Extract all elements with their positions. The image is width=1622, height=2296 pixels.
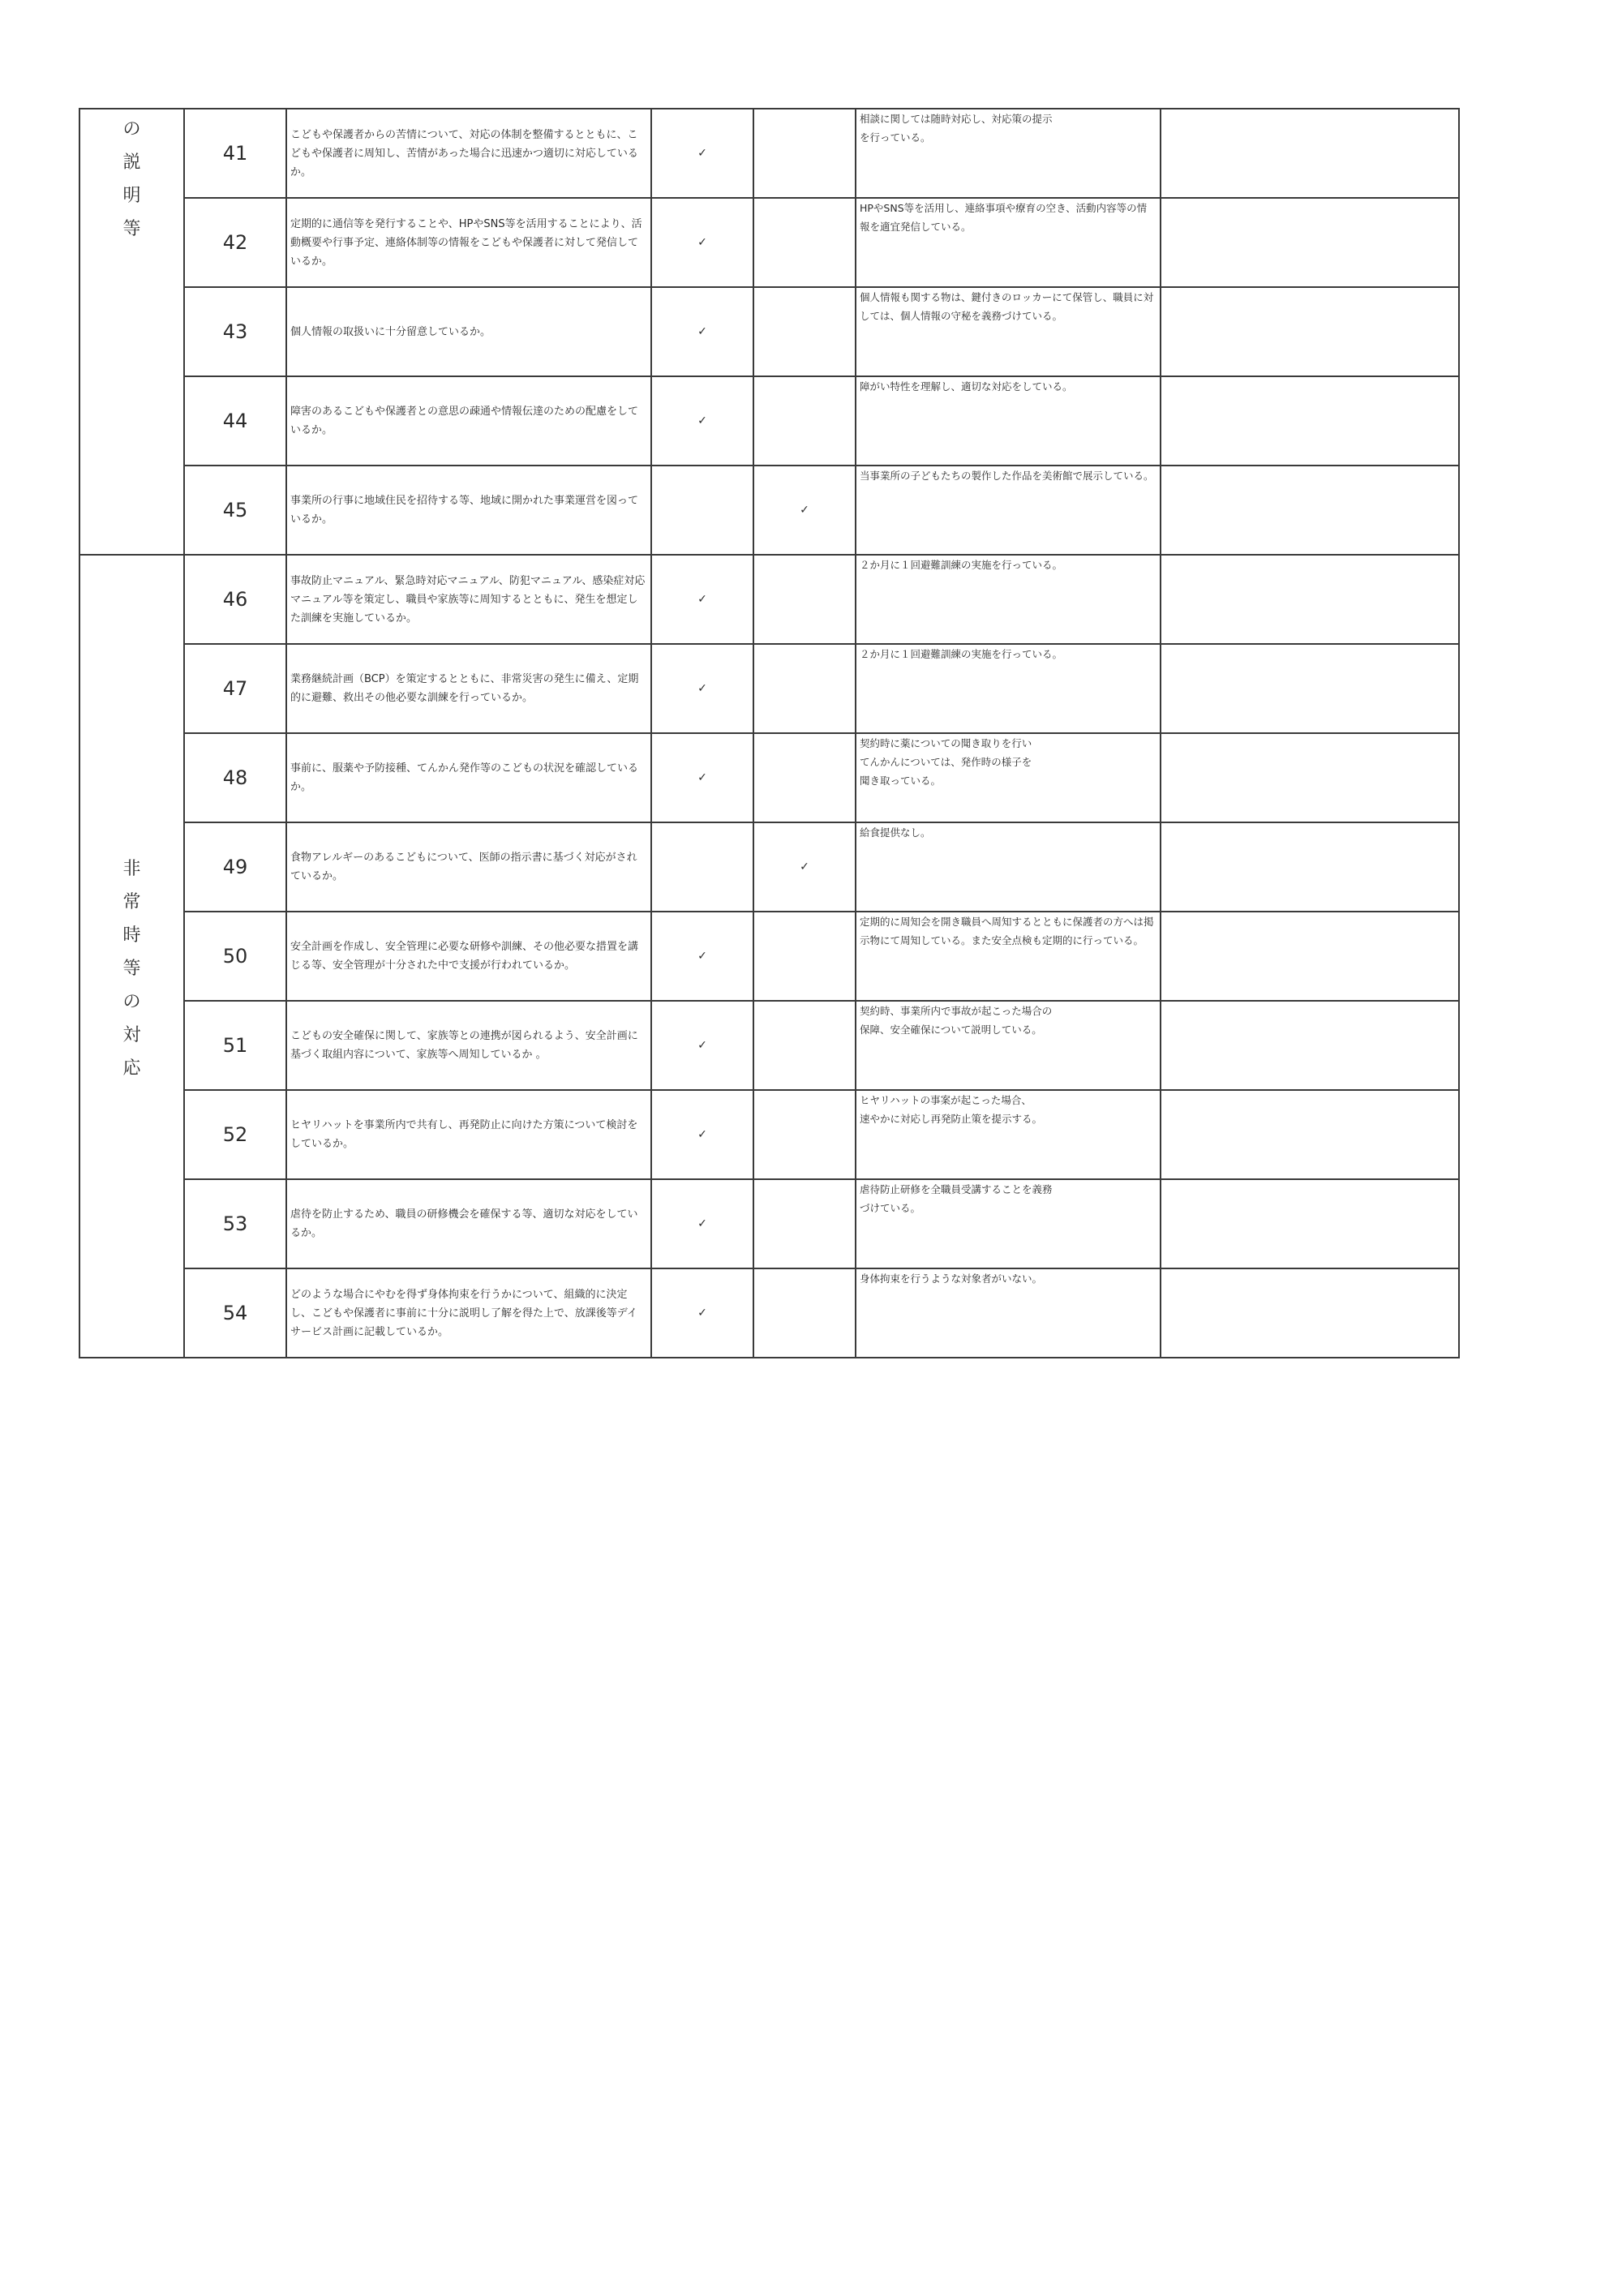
no-check-cell — [753, 644, 856, 733]
yes-check-cell: ✓ — [651, 733, 753, 822]
item-number: 52 — [184, 1090, 286, 1179]
yes-check-cell: ✓ — [651, 1001, 753, 1090]
question-text: 虐待を防止するため、職員の研修機会を確保する等、適切な対応をしているか。 — [286, 1179, 651, 1268]
remark-cell — [1161, 198, 1459, 287]
table-row — [79, 109, 1459, 198]
yes-check-cell: ✓ — [651, 644, 753, 733]
section-label-char: 説 — [122, 152, 141, 173]
status-note: ２か月に１回避難訓練の実施を行っている。 — [856, 555, 1161, 644]
status-note: 契約時、事業所内で事故が起こった場合の 保障、安全確保について説明している。 — [856, 1001, 1161, 1090]
no-check-cell — [753, 1179, 856, 1268]
question-text: 事故防止マニュアル、緊急時対応マニュアル、防犯マニュアル、感染症対応マニュアル等を策定し、職員や家族等に周知するとともに、発生を想定した訓練を実施しているか。 — [286, 555, 651, 644]
yes-check-cell — [651, 822, 753, 912]
yes-check-cell: ✓ — [651, 555, 753, 644]
remark-cell — [1161, 822, 1459, 912]
no-check-cell — [753, 912, 856, 1001]
remark-cell — [1161, 109, 1459, 198]
section-label-char: 対 — [122, 1025, 141, 1045]
table-row — [79, 287, 1459, 376]
table-row — [79, 555, 1459, 644]
item-number: 44 — [184, 376, 286, 466]
section-label-char: 等 — [122, 219, 141, 239]
table-row — [79, 733, 1459, 822]
no-check-cell — [753, 287, 856, 376]
section-label-char: 時 — [122, 925, 141, 946]
question-text: 事業所の行事に地域住民を招待する等、地域に開かれた事業運営を図っているか。 — [286, 466, 651, 555]
item-number: 43 — [184, 287, 286, 376]
no-check-cell — [753, 733, 856, 822]
item-number: 47 — [184, 644, 286, 733]
question-text: 定期的に通信等を発行することや、HPやSNS等を活用することにより、活動概要や行事予定、連絡体制等の情報をこどもや保護者に対して発信しているか。 — [286, 198, 651, 287]
yes-check-cell: ✓ — [651, 109, 753, 198]
remark-cell — [1161, 466, 1459, 555]
yes-check-cell: ✓ — [651, 1268, 753, 1358]
status-note: 個人情報も関する物は、鍵付きのロッカーにて保管し、職員に対しては、個人情報の守秘を義務づけている。 — [856, 287, 1161, 376]
yes-check-cell: ✓ — [651, 287, 753, 376]
table-row — [79, 1268, 1459, 1358]
section-label-char: 等 — [122, 959, 141, 979]
table-row — [79, 822, 1459, 912]
no-check-cell: ✓ — [753, 822, 856, 912]
no-check-cell — [753, 109, 856, 198]
no-check-cell — [753, 1268, 856, 1358]
section-label-char: 常 — [122, 892, 141, 912]
table-row — [79, 376, 1459, 466]
status-note: 障がい特性を理解し、適切な対応をしている。 — [856, 376, 1161, 466]
status-note: 相談に関しては随時対応し、対応策の提示 を行っている。 — [856, 109, 1161, 198]
item-number: 45 — [184, 466, 286, 555]
item-number: 41 — [184, 109, 286, 198]
table-row — [79, 198, 1459, 287]
status-note: 定期的に周知会を開き職員へ周知するとともに保護者の方へは掲示物にて周知している。また安全点検も定期的に行っている。 — [856, 912, 1161, 1001]
status-note: 当事業所の子どもたちの製作した作品を美術館で展示している。 — [856, 466, 1161, 555]
evaluation-table — [79, 108, 1460, 1358]
status-note: HPやSNS等を活用し、連絡事項や療育の空き、活動内容等の情報を適宜発信している。 — [856, 198, 1161, 287]
remark-cell — [1161, 733, 1459, 822]
remark-cell — [1161, 555, 1459, 644]
table-row — [79, 1179, 1459, 1268]
item-number: 42 — [184, 198, 286, 287]
question-text: 事前に、服薬や予防接種、てんかん発作等のこどもの状況を確認しているか。 — [286, 733, 651, 822]
remark-cell — [1161, 287, 1459, 376]
status-note: 虐待防止研修を全職員受講することを義務 づけている。 — [856, 1179, 1161, 1268]
yes-check-cell: ✓ — [651, 376, 753, 466]
item-number: 51 — [184, 1001, 286, 1090]
question-text: 食物アレルギーのあるこどもについて、医師の指示書に基づく対応がされているか。 — [286, 822, 651, 912]
section-label-char: 明 — [122, 186, 141, 206]
question-text: こどもや保護者からの苦情について、対応の体制を整備するとともに、こどもや保護者に周知し、苦情があった場合に迅速かつ適切に対応しているか。 — [286, 109, 651, 198]
table-row — [79, 1090, 1459, 1179]
question-text: こどもの安全確保に関して、家族等との連携が図られるよう、安全計画に基づく取組内容について、家族等へ周知しているか 。 — [286, 1001, 651, 1090]
remark-cell — [1161, 1090, 1459, 1179]
question-text: 障害のあるこどもや保護者との意思の疎通や情報伝達のための配慮をしているか。 — [286, 376, 651, 466]
no-check-cell — [753, 1090, 856, 1179]
table-body — [79, 109, 1459, 1358]
no-check-cell — [753, 376, 856, 466]
section-label-emergency-response — [79, 555, 184, 1358]
status-note: ヒヤリハットの事案が起こった場合、 速やかに対応し再発防止策を提示する。 — [856, 1090, 1161, 1179]
yes-check-cell: ✓ — [651, 1090, 753, 1179]
no-check-cell — [753, 198, 856, 287]
item-number: 50 — [184, 912, 286, 1001]
question-text: 安全計画を作成し、安全管理に必要な研修や訓練、その他必要な措置を講じる等、安全管理が十分された中で支援が行われているか。 — [286, 912, 651, 1001]
yes-check-cell — [651, 466, 753, 555]
table-row — [79, 1001, 1459, 1090]
remark-cell — [1161, 644, 1459, 733]
yes-check-cell: ✓ — [651, 912, 753, 1001]
section-label-char: 非 — [122, 859, 141, 879]
remark-cell — [1161, 376, 1459, 466]
section-label-char: の — [122, 992, 141, 1012]
yes-check-cell: ✓ — [651, 198, 753, 287]
table-row — [79, 466, 1459, 555]
status-note: 契約時に薬についての聞き取りを行い てんかんについては、発作時の様子を 聞き取っている。 — [856, 733, 1161, 822]
yes-check-cell: ✓ — [651, 1179, 753, 1268]
section-label-explanation — [79, 109, 184, 555]
remark-cell — [1161, 1179, 1459, 1268]
status-note: ２か月に１回避難訓練の実施を行っている。 — [856, 644, 1161, 733]
remark-cell — [1161, 1001, 1459, 1090]
status-note: 身体拘束を行うような対象者がいない。 — [856, 1268, 1161, 1358]
item-number: 54 — [184, 1268, 286, 1358]
remark-cell — [1161, 912, 1459, 1001]
item-number: 46 — [184, 555, 286, 644]
question-text: 個人情報の取扱いに十分留意しているか。 — [286, 287, 651, 376]
no-check-cell: ✓ — [753, 466, 856, 555]
item-number: 53 — [184, 1179, 286, 1268]
no-check-cell — [753, 1001, 856, 1090]
table-row — [79, 644, 1459, 733]
section-label-char: 応 — [122, 1058, 141, 1079]
no-check-cell — [753, 555, 856, 644]
section-label-char: の — [122, 119, 141, 139]
remark-cell — [1161, 1268, 1459, 1358]
item-number: 48 — [184, 733, 286, 822]
question-text: どのような場合にやむを得ず身体拘束を行うかについて、組織的に決定し、こどもや保護者に事前に十分に説明し了解を得た上で、放課後等デイサービス計画に記載しているか。 — [286, 1268, 651, 1358]
status-note: 給食提供なし。 — [856, 822, 1161, 912]
question-text: ヒヤリハットを事業所内で共有し、再発防止に向けた方策について検討をしているか。 — [286, 1090, 651, 1179]
table-row — [79, 912, 1459, 1001]
question-text: 業務継続計画（BCP）を策定するとともに、非常災害の発生に備え、定期的に避難、救出その他必要な訓練を行っているか。 — [286, 644, 651, 733]
item-number: 49 — [184, 822, 286, 912]
